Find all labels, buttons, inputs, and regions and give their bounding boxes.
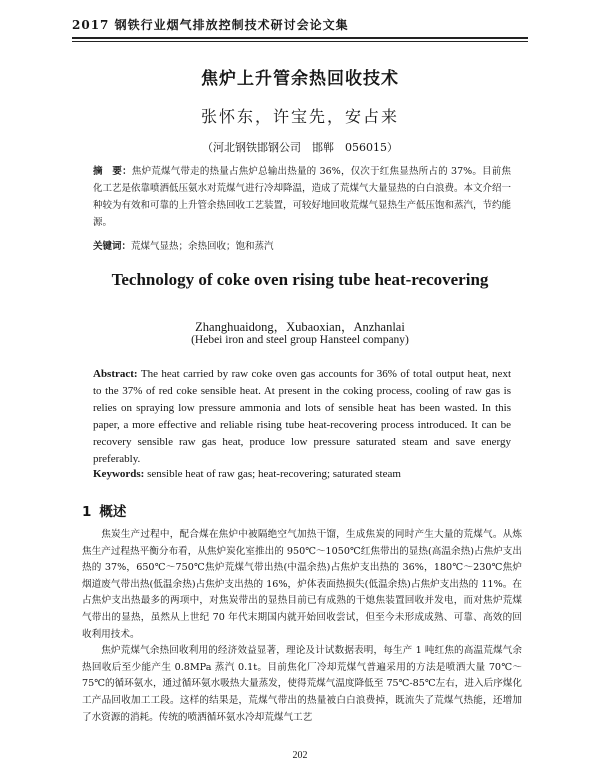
running-header: 2017 钢铁行业烟气排放控制技术研讨会论文集: [72, 18, 349, 32]
section-number: 1: [82, 504, 92, 520]
keywords-en-label: Keywords:: [93, 468, 145, 480]
abstract-cn-text: 焦炉荒煤气带走的热量占焦炉总输出热量的 36%，仅次于红焦显热所占的 37%。目前焦化工艺是依靠喷洒低压氨水对荒煤气进行冷却降温，造成了荒煤气大量显热的白白浪费。本文介绍一种较为有效和可靠的上升管余热回收工艺装置，可较好地回收荒煤气显热生产低压饱和蒸汽，节约能源。: [93, 166, 512, 228]
paper-title-cn: 焦炉上升管余热回收技术: [201, 69, 399, 89]
abstract-en-text: The heat carried by raw coke oven gas accounts for 36% of total output heat, next to the 37% of red coke sensible heat. At present in the coking process, cooling of raw gas is relies on spraying low pressure ammonia and lots of sensible heat has been wasted. In this paper, a more effective and reliable rising tube heat-recovering process introduced. It can be recovery sensible raw gas heat, produce low pressure saturated steam and save energy preferably.: [93, 368, 511, 465]
paper-title-en: Technology of coke oven rising tube heat-recovering: [111, 270, 489, 289]
abstract-cn-label: 摘 要：: [93, 166, 132, 177]
keywords-en: [93, 468, 511, 480]
authors-en: Zhanghuaidong，Xubaoxian，Anzhanlai: [195, 320, 405, 334]
keywords-cn: [93, 238, 511, 252]
keywords-en-text: sensible heat of raw gas; heat-recovering; saturated steam: [147, 468, 401, 480]
section-heading: [82, 500, 126, 520]
header-rule: [72, 37, 528, 39]
abstract-cn: [93, 163, 511, 231]
keywords-cn-text: 荒煤气显热；余热回收；饱和蒸汽: [131, 241, 274, 252]
body-paragraph-2: 焦炉荒煤气余热回收利用的经济效益显著，理论及计试数据表明，每生产 1 吨红焦的高温荒煤气余热回收后至少能产生 0.8MPa 蒸汽 0.1t。目前焦化厂冷却荒煤气普遍采用的方法是喷洒大量 70℃～75℃的循环氨水，通过循环氨水吸热大量蒸发，使得荒煤气温度降低至 75℃-85℃左右，进入后序煤化工产品回收加工工段。这样的结果是，荒煤气带出的热量被白白浪费掉，既流失了荒煤气热能，还增加了水资源的消耗。传统的喷洒循环氨水冷却荒煤气工艺: [82, 645, 522, 723]
header-rule-thin: [72, 41, 528, 42]
section-body: [82, 527, 522, 726]
keywords-cn-label: 关键词：: [93, 241, 132, 252]
affiliation-en: (Hebei iron and steel group Hansteel company): [191, 334, 409, 346]
section-title: 概述: [99, 504, 127, 520]
body-paragraph-1: 焦炭生产过程中，配合煤在焦炉中被隔绝空气加热干馏，生成焦炭的同时产生大量的荒煤气。从炼焦生产过程热平衡分布看，从焦炉炭化室推出的 950℃～1050℃红焦带出的显热(高温余热)占焦炉支出热的 37%，650℃～750℃焦炉荒煤气带出热(中温余热)占焦炉支出热的 36%，180℃～230℃焦炉烟道废气带出热(低温余热)占焦炉支出热的 16%，炉体表面热损失(低温余热)占焦炉支出热的 11%。在占焦炉支出热最多的两项中，对焦炭带出的显热目前已有成熟的干熄焦装置回收并发电，而对焦炉荒煤气带出的显热，虽然从上世纪 70 年代末期国内就开始回收尝试，但至今未形成成熟、可靠、高效的回收利用技术。: [82, 529, 522, 640]
page-number: 202: [292, 750, 308, 761]
abstract-en: [93, 366, 511, 468]
abstract-en-label: Abstract:: [93, 368, 138, 380]
authors-cn: 张怀东，许宝先，安占来: [200, 107, 399, 126]
affiliation-cn: （河北钢铁邯钢公司 邯郸 056015）: [202, 141, 398, 154]
